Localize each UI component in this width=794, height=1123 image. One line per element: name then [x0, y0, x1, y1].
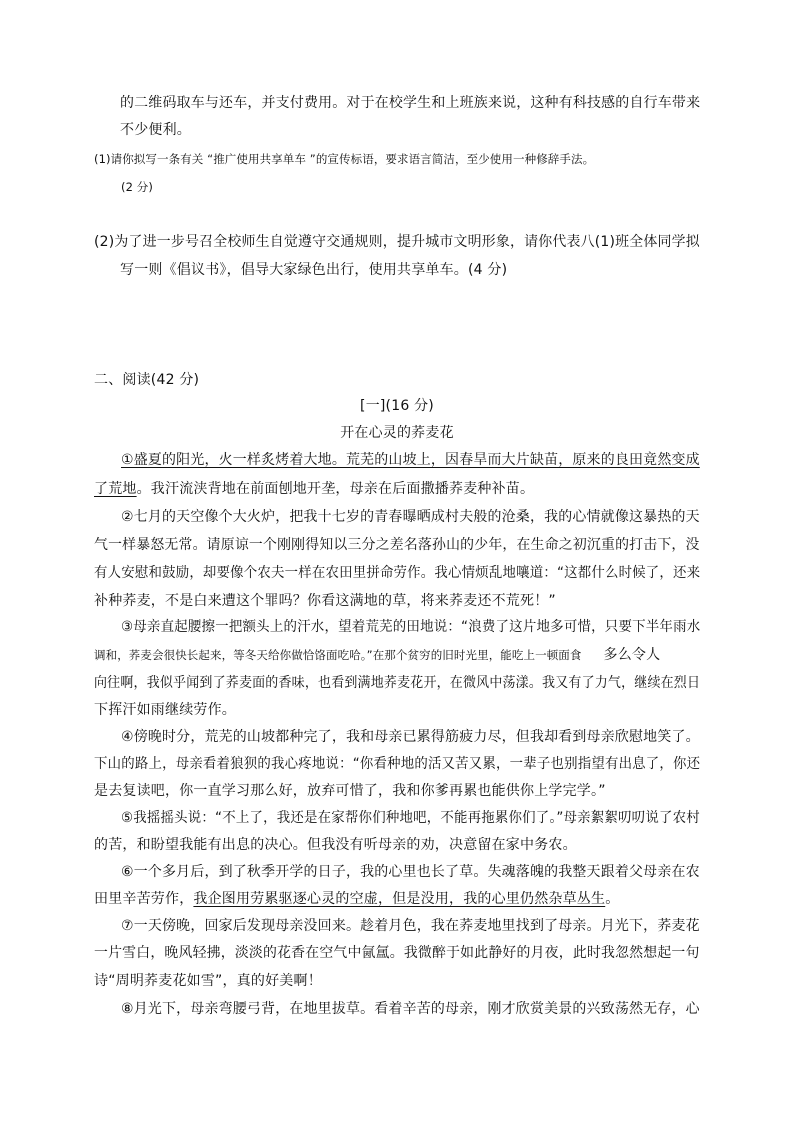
- paragraph-2-line: 补种荞麦，不是白来遭这个罪吗？你看这满地的草，将来荞麦还不荒死！”: [94, 593, 556, 609]
- paragraph-4-line: 是去复读吧，你一直学习那么好，放弃可惜了，我和你爹再累也能供你上学完学。”: [94, 783, 606, 799]
- text-line: 的二维码取车与还车，并支付费用。对于在校学生和上班族来说，这种有科技感的自行车带来: [120, 95, 701, 111]
- paragraph-4-line: 下山的路上，母亲看着狼狈的我心疼地说：“你看种地的活又苦又累，一辈子也别指望有出息了，你还: [94, 756, 701, 772]
- paragraph-3-line: 向往啊，我似乎闻到了荞麦面的香味，也看到满地荞麦花开，在微风中荡漾。我又有了力气，继续在烈日: [94, 675, 701, 691]
- paragraph-1-underlined: ①盛夏的阳光，火一样炙烤着大地。荒芜的山坡上，因春旱而大片缺苗，原来的良田竟然变成: [121, 452, 700, 468]
- paragraph-8-line: ⑧月光下，母亲弯腰弓背，在地里拔草。看着辛苦的母亲，刚才欣赏美景的兴致荡然无存，心: [121, 1001, 700, 1017]
- paragraph-5-line: ⑤我摇摇头说：“不上了，我还是在家帮你们种地吧，不能再拖累你们了。”母亲絮絮叨叨说了农村: [121, 810, 700, 826]
- paragraph-1-rest: 。我汗流浃背地在前面刨地开垄，母亲在后面撒播荞麦种补苗。: [136, 481, 535, 497]
- paragraph-6-text: 。: [605, 891, 620, 907]
- paragraph-6-line: ⑥一个多月后，到了秋季开学的日子，我的心里也长了草。失魂落魄的我整天跟着父母亲在农: [121, 864, 700, 880]
- article-title: 开在心灵的荞麦花: [340, 425, 454, 441]
- section-heading: 二、阅读(42 分): [94, 372, 200, 388]
- text-line: 不少便利。: [120, 122, 191, 138]
- paragraph-2-line: ②七月的天空像个大火炉，把我十七岁的青春曝晒成村夫般的沧桑，我的心情就像这暴热的天: [121, 509, 700, 525]
- paragraph-7-line: 诗“周明荞麦花如雪”，真的好美啊！: [94, 973, 322, 989]
- paragraph-1-line: [94, 479, 534, 499]
- paragraph-3-small-text: 调和，荞麦会很快长起来，等冬天给你做恰饹面吃哈。”在那个贫穷的旧时光里，能吃上一顿面食: [94, 648, 582, 662]
- paragraph-7-line: ⑦一天傍晚，回家后发现母亲没回来。趁着月色，我在荞麦地里找到了母亲。月光下，荞麦花: [121, 918, 700, 934]
- paragraph-1-underlined: 了荒地: [94, 481, 137, 497]
- subsection-heading: [一](16 分): [360, 398, 434, 414]
- paragraph-2-line: 气一样暴怒无常。请原谅一个刚刚得知以三分之差名落孙山的少年，在生命之初沉重的打击下，没: [94, 537, 700, 553]
- question-1-score: (2 分): [121, 180, 153, 194]
- paragraph-3-line: [94, 645, 660, 665]
- question-1-line: (1)请你拟写一条有关 “推广使用共享单车 ”的宣传标语，要求语言简洁，至少使用一种修辞手法。: [94, 152, 595, 166]
- paragraph-6-text: 田里辛苦劳作，: [94, 891, 194, 907]
- paragraph-3-text: 多么令人: [603, 647, 661, 663]
- paragraph-6-underlined: 我企图用劳累驱逐心灵的空虚，但是没用，我的心里仍然杂草丛生: [193, 891, 606, 907]
- paragraph-7-line: 一片雪白，晚风轻拂，淡淡的花香在空气中氤氲。我微醉于如此静好的月夜，此时我忽然想起一句: [94, 945, 700, 961]
- paragraph-5-line: 的苦，和盼望我能有出息的决心。但我没有听母亲的劝，决意留在家中务农。: [94, 837, 577, 853]
- paragraph-2-line: 有人安慰和鼓励，却要像个农夫一样在农田里拼命劳作。我心情烦乱地嚷道：“这都什么时候了，还来: [94, 565, 701, 581]
- paragraph-6-line: [94, 889, 619, 909]
- question-2-line: 写一则《倡议书》，倡导大家绿色出行，使用共享单车。(4 分): [120, 262, 508, 278]
- question-2-line: (2)为了进一步号召全校师生自觉遵守交通规则，提升城市文明形象，请你代表八(1)班全体同学拟: [94, 234, 700, 250]
- paragraph-3-line: ③母亲直起腰擦一把额头上的汗水，望着荒芜的田地说：“浪费了这片地多可惜，只要下半年雨水: [121, 619, 701, 635]
- paragraph-4-line: ④傍晚时分，荒芜的山坡都种完了，我和母亲已累得筋疲力尽，但我却看到母亲欣慰地笑了。: [121, 729, 700, 745]
- paragraph-3-line: 下挥汗如雨继续劳作。: [94, 702, 236, 718]
